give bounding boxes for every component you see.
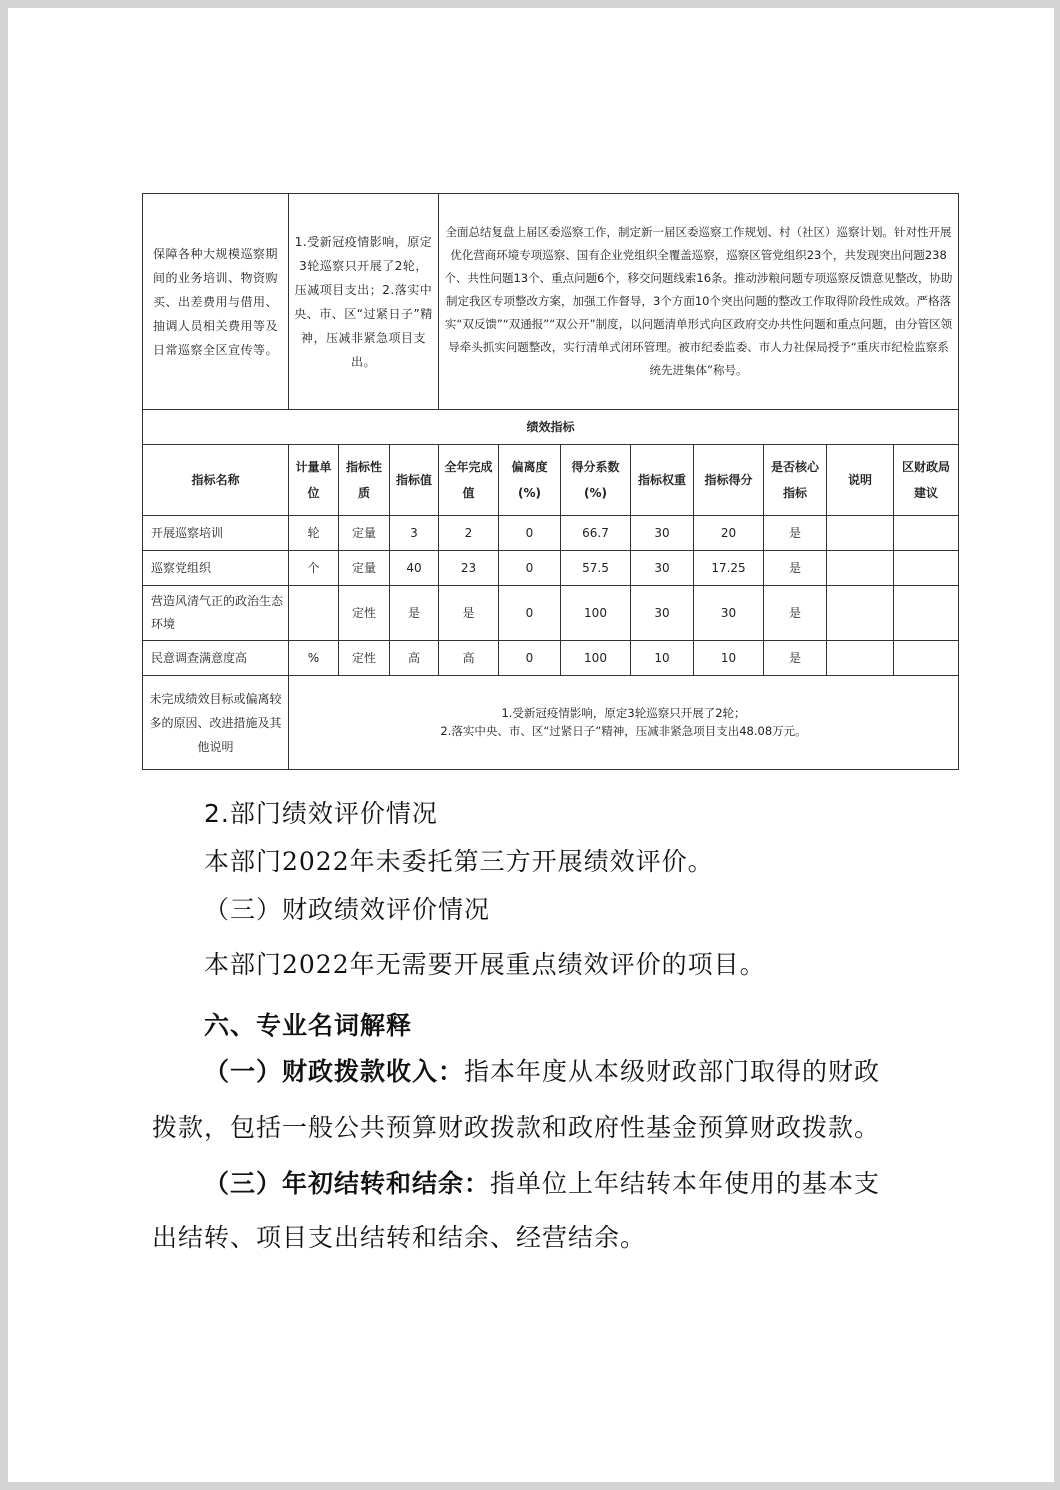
indicator-coef: 100 (561, 586, 631, 641)
unfinished-explanation (289, 676, 959, 770)
indicator-note (827, 586, 894, 641)
header-cell: 说明 (827, 445, 894, 516)
performance-table (142, 193, 959, 770)
indicator-unit: 轮 (289, 516, 339, 551)
table-row (143, 551, 959, 586)
paragraph-continuation: 出结转、项目支出结转和结余、经营结余。 (152, 1223, 647, 1252)
header-cell: 区财政局建议 (894, 445, 959, 516)
unfinished-row (143, 676, 959, 770)
indicator-advice (894, 551, 959, 586)
indicator-weight: 30 (631, 551, 694, 586)
table-row (143, 641, 959, 676)
document-page (8, 8, 1054, 1482)
indicator-core: 是 (764, 641, 827, 676)
project-purpose-cell: 保障各种大规模巡察期间的业务培训、物资购买、出差费用与借用、抽调人员相关费用等及日常巡察全区宣传等。 (143, 194, 289, 410)
indicator-actual: 高 (439, 641, 499, 676)
indicator-nature: 定性 (339, 641, 390, 676)
indicator-nature: 定量 (339, 551, 390, 586)
indicator-nature: 定量 (339, 516, 390, 551)
section-heading: 六、专业名词解释 (204, 1011, 413, 1040)
indicator-deviation: 0 (499, 551, 561, 586)
table-row (143, 516, 959, 551)
indicator-name: 民意调查满意度高 (143, 641, 289, 676)
indicator-score: 20 (694, 516, 764, 551)
indicator-actual: 23 (439, 551, 499, 586)
unfinished-line: 1.受新冠疫情影响，原定3轮巡察只开展了2轮； (501, 705, 746, 720)
subsection-heading: 2.部门绩效评价情况 (204, 799, 438, 828)
indicator-weight: 10 (631, 641, 694, 676)
indicator-core: 是 (764, 586, 827, 641)
header-cell: 指标性质 (339, 445, 390, 516)
indicator-coef: 66.7 (561, 516, 631, 551)
header-cell: 是否核心指标 (764, 445, 827, 516)
unfinished-line: 2.落实中央、市、区“过紧日子”精神，压减非紧急项目支出48.08万元。 (440, 723, 807, 738)
indicator-coef: 57.5 (561, 551, 631, 586)
header-cell: 指标得分 (694, 445, 764, 516)
paragraph-continuation: 拨款，包括一般公共预算财政拨款和政府性基金预算财政拨款。 (152, 1113, 881, 1142)
paragraph: 本部门2022年未委托第三方开展绩效评价。 (204, 847, 714, 876)
indicator-advice (894, 586, 959, 641)
indicator-unit (289, 586, 339, 641)
work-summary-cell: 全面总结复盘上届区委巡察工作，制定新一届区委巡察工作规划、村（社区）巡察计划。针对性开展优化营商环境专项巡察、国有企业党组织全覆盖巡察，巡察区管党组织23个，共发现突出问题238个、共性问题13个、重点问题6个，移交问题线索16条。推动涉粮问题专项巡察反馈意见整改，协助制定我区专项整改方案，加强工作督导，3个方面10个突出问题的整改工作取得阶段性成效。严格落实“双反馈”“双通报”“双公开”制度，以问题清单形式向区政府交办共性问题和重点问题，由分管区领导牵头抓实问题整改，实行清单式闭环管理。被市纪委监委、市人力社保局授予“重庆市纪检监察系统先进集体”称号。 (439, 194, 959, 410)
indicator-deviation: 0 (499, 516, 561, 551)
term-label: （一）财政拨款收入： (204, 1057, 465, 1086)
indicator-target: 高 (390, 641, 439, 676)
term-definition: 指单位上年结转本年使用的基本支 (490, 1169, 881, 1198)
header-cell: 计量单位 (289, 445, 339, 516)
paragraph: 本部门2022年无需要开展重点绩效评价的项目。 (204, 950, 766, 979)
indicator-unit: 个 (289, 551, 339, 586)
section-title-row (143, 410, 959, 445)
header-cell: 指标权重 (631, 445, 694, 516)
paragraph (204, 1164, 880, 1200)
indicator-weight: 30 (631, 586, 694, 641)
unfinished-label: 未完成绩效目标或偏离较多的原因、改进措施及其他说明 (143, 676, 289, 770)
header-cell: 指标值 (390, 445, 439, 516)
header-cell: 指标名称 (143, 445, 289, 516)
section-title: 绩效指标 (143, 410, 959, 445)
indicator-actual: 2 (439, 516, 499, 551)
indicator-core: 是 (764, 551, 827, 586)
indicator-advice (894, 641, 959, 676)
header-cell: 偏离度(%) (499, 445, 561, 516)
summary-row (143, 194, 959, 410)
indicator-target: 是 (390, 586, 439, 641)
term-label: （三）年初结转和结余： (204, 1169, 491, 1198)
indicator-score: 10 (694, 641, 764, 676)
indicator-score: 17.25 (694, 551, 764, 586)
table-row (143, 586, 959, 641)
indicator-target: 3 (390, 516, 439, 551)
indicator-name: 营造风清气正的政治生态环境 (143, 586, 289, 641)
header-cell: 全年完成值 (439, 445, 499, 516)
indicator-name: 巡察党组织 (143, 551, 289, 586)
table-header-row (143, 445, 959, 516)
indicator-note (827, 551, 894, 586)
header-cell: 得分系数(%) (561, 445, 631, 516)
subsection-heading: （三）财政绩效评价情况 (204, 895, 491, 924)
indicator-weight: 30 (631, 516, 694, 551)
indicator-advice (894, 516, 959, 551)
indicator-deviation: 0 (499, 586, 561, 641)
indicator-note (827, 516, 894, 551)
indicator-name: 开展巡察培训 (143, 516, 289, 551)
indicator-score: 30 (694, 586, 764, 641)
indicator-note (827, 641, 894, 676)
adjustment-reason-cell: 1.受新冠疫情影响，原定3轮巡察只开展了2轮，压减项目支出；2.落实中央、市、区“过紧日子”精神，压减非紧急项目支出。 (289, 194, 439, 410)
indicator-deviation: 0 (499, 641, 561, 676)
indicator-unit: % (289, 641, 339, 676)
indicator-core: 是 (764, 516, 827, 551)
indicator-coef: 100 (561, 641, 631, 676)
indicator-nature: 定性 (339, 586, 390, 641)
indicator-actual: 是 (439, 586, 499, 641)
indicator-target: 40 (390, 551, 439, 586)
term-definition: 指本年度从本级财政部门取得的财政 (464, 1057, 881, 1086)
paragraph (204, 1052, 880, 1088)
